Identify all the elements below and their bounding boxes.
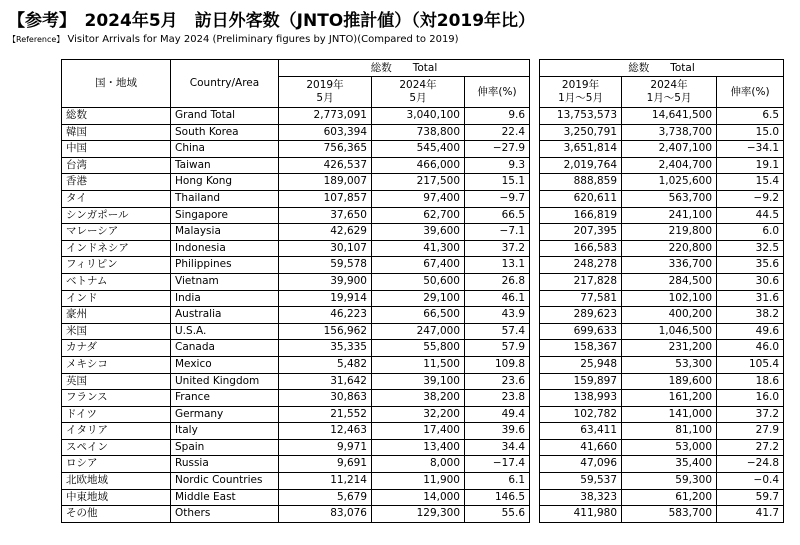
cell-country-en: France — [171, 390, 279, 407]
header-country-en: Country/Area — [171, 60, 279, 108]
cell-month-growth: 39.6 — [465, 423, 530, 440]
cell-gap — [530, 290, 540, 307]
cell-month-2019: 5,679 — [279, 489, 372, 506]
cell-region-jp: 総数 — [62, 108, 171, 125]
cell-region-jp: タイ — [62, 190, 171, 207]
table-row — [62, 323, 784, 340]
cell-country-en: Indonesia — [171, 240, 279, 257]
cell-region-jp: 中東地域 — [62, 489, 171, 506]
cell-month-2024: 39,100 — [372, 373, 465, 390]
cell-month-2019: 39,900 — [279, 273, 372, 290]
cell-month-2019: 21,552 — [279, 406, 372, 423]
cell-month-2019: 107,857 — [279, 190, 372, 207]
cell-ytd-2019: 41,660 — [540, 439, 622, 456]
cell-ytd-growth: 59.7 — [717, 489, 784, 506]
cell-gap — [530, 373, 540, 390]
header-ytd-2024: 2024年 1月～5月 — [622, 77, 717, 108]
cell-month-growth: 34.4 — [465, 439, 530, 456]
cell-region-jp: カナダ — [62, 340, 171, 357]
cell-ytd-growth: 27.9 — [717, 423, 784, 440]
cell-region-jp: フランス — [62, 390, 171, 407]
table-row — [62, 157, 784, 174]
cell-month-growth: 9.3 — [465, 157, 530, 174]
visitor-arrivals-table — [61, 59, 784, 523]
cell-ytd-2024: 161,200 — [622, 390, 717, 407]
header-row-group — [62, 60, 784, 77]
cell-month-2024: 41,300 — [372, 240, 465, 257]
column-gap — [530, 60, 540, 108]
cell-month-growth: −27.9 — [465, 141, 530, 158]
table-body — [62, 108, 784, 523]
cell-ytd-growth: 19.1 — [717, 157, 784, 174]
cell-month-2024: 14,000 — [372, 489, 465, 506]
cell-ytd-2019: 47,096 — [540, 456, 622, 473]
cell-gap — [530, 356, 540, 373]
table-row — [62, 141, 784, 158]
header-month-2019: 2019年 5月 — [279, 77, 372, 108]
cell-ytd-growth: 49.6 — [717, 323, 784, 340]
cell-month-growth: −17.4 — [465, 456, 530, 473]
cell-month-2024: 66,500 — [372, 307, 465, 324]
cell-gap — [530, 190, 540, 207]
cell-ytd-2024: 141,000 — [622, 406, 717, 423]
table-row — [62, 356, 784, 373]
cell-ytd-2019: 166,583 — [540, 240, 622, 257]
cell-month-growth: 55.6 — [465, 506, 530, 523]
cell-ytd-growth: −34.1 — [717, 141, 784, 158]
header-ytd-growth: 伸率(%) — [717, 77, 784, 108]
cell-region-jp: シンガポール — [62, 207, 171, 224]
cell-month-2024: 39,600 — [372, 224, 465, 241]
table-row — [62, 240, 784, 257]
cell-month-2019: 31,642 — [279, 373, 372, 390]
cell-month-2024: 129,300 — [372, 506, 465, 523]
cell-gap — [530, 340, 540, 357]
cell-ytd-2019: 2,019,764 — [540, 157, 622, 174]
cell-ytd-growth: 38.2 — [717, 307, 784, 324]
cell-country-en: United Kingdom — [171, 373, 279, 390]
cell-ytd-2024: 189,600 — [622, 373, 717, 390]
cell-gap — [530, 257, 540, 274]
cell-country-en: Mexico — [171, 356, 279, 373]
cell-ytd-growth: 27.2 — [717, 439, 784, 456]
table-row — [62, 108, 784, 125]
cell-country-en: Canada — [171, 340, 279, 357]
cell-ytd-2024: 35,400 — [622, 456, 717, 473]
cell-gap — [530, 406, 540, 423]
table-row — [62, 290, 784, 307]
cell-month-2019: 2,773,091 — [279, 108, 372, 125]
cell-ytd-2019: 248,278 — [540, 257, 622, 274]
table-row — [62, 506, 784, 523]
cell-gap — [530, 439, 540, 456]
cell-ytd-growth: −9.2 — [717, 190, 784, 207]
cell-month-growth: 26.8 — [465, 273, 530, 290]
cell-month-2024: 13,400 — [372, 439, 465, 456]
cell-month-2019: 156,962 — [279, 323, 372, 340]
cell-ytd-2024: 400,200 — [622, 307, 717, 324]
cell-ytd-growth: 16.0 — [717, 390, 784, 407]
cell-month-2019: 11,214 — [279, 473, 372, 490]
table-row — [62, 257, 784, 274]
page-subtitle — [8, 34, 459, 45]
cell-ytd-growth: 46.0 — [717, 340, 784, 357]
cell-ytd-growth: 15.4 — [717, 174, 784, 191]
cell-month-2024: 29,100 — [372, 290, 465, 307]
cell-ytd-growth: 35.6 — [717, 257, 784, 274]
cell-region-jp: その他 — [62, 506, 171, 523]
cell-month-growth: 49.4 — [465, 406, 530, 423]
table-row — [62, 273, 784, 290]
cell-month-growth: 46.1 — [465, 290, 530, 307]
cell-ytd-2024: 61,200 — [622, 489, 717, 506]
table-row — [62, 124, 784, 141]
cell-month-2024: 545,400 — [372, 141, 465, 158]
cell-month-2019: 37,650 — [279, 207, 372, 224]
header-month-total: 総数 Total — [279, 60, 530, 77]
cell-ytd-growth: 30.6 — [717, 273, 784, 290]
cell-gap — [530, 423, 540, 440]
cell-month-2019: 603,394 — [279, 124, 372, 141]
cell-month-2024: 11,500 — [372, 356, 465, 373]
cell-region-jp: 韓国 — [62, 124, 171, 141]
cell-gap — [530, 157, 540, 174]
cell-ytd-2019: 207,395 — [540, 224, 622, 241]
cell-month-2024: 67,400 — [372, 257, 465, 274]
cell-region-jp: 香港 — [62, 174, 171, 191]
table-row — [62, 489, 784, 506]
cell-month-growth: 23.8 — [465, 390, 530, 407]
cell-ytd-2019: 699,633 — [540, 323, 622, 340]
cell-region-jp: 北欧地域 — [62, 473, 171, 490]
table-row — [62, 373, 784, 390]
cell-ytd-growth: 6.0 — [717, 224, 784, 241]
cell-month-2019: 9,971 — [279, 439, 372, 456]
cell-region-jp: スペイン — [62, 439, 171, 456]
cell-gap — [530, 124, 540, 141]
header-month-2024: 2024年 5月 — [372, 77, 465, 108]
cell-month-2024: 247,000 — [372, 323, 465, 340]
table-row — [62, 224, 784, 241]
cell-month-growth: 22.4 — [465, 124, 530, 141]
cell-ytd-growth: 105.4 — [717, 356, 784, 373]
cell-ytd-2019: 13,753,573 — [540, 108, 622, 125]
cell-month-growth: 23.6 — [465, 373, 530, 390]
cell-ytd-2019: 77,581 — [540, 290, 622, 307]
cell-month-2019: 35,335 — [279, 340, 372, 357]
cell-ytd-2024: 53,000 — [622, 439, 717, 456]
cell-gap — [530, 240, 540, 257]
cell-ytd-2024: 102,100 — [622, 290, 717, 307]
cell-ytd-2019: 3,250,791 — [540, 124, 622, 141]
table-row — [62, 390, 784, 407]
cell-month-2019: 83,076 — [279, 506, 372, 523]
cell-month-2024: 32,200 — [372, 406, 465, 423]
cell-month-2019: 30,107 — [279, 240, 372, 257]
cell-month-2024: 62,700 — [372, 207, 465, 224]
cell-month-2024: 17,400 — [372, 423, 465, 440]
cell-country-en: Taiwan — [171, 157, 279, 174]
cell-month-2024: 8,000 — [372, 456, 465, 473]
cell-month-2019: 46,223 — [279, 307, 372, 324]
table-row — [62, 174, 784, 191]
table-row — [62, 207, 784, 224]
cell-month-2024: 11,900 — [372, 473, 465, 490]
cell-month-2019: 9,691 — [279, 456, 372, 473]
cell-month-growth: −9.7 — [465, 190, 530, 207]
cell-ytd-growth: 6.5 — [717, 108, 784, 125]
cell-month-growth: 15.1 — [465, 174, 530, 191]
cell-ytd-2019: 888,859 — [540, 174, 622, 191]
cell-ytd-2019: 620,611 — [540, 190, 622, 207]
table-row — [62, 340, 784, 357]
cell-ytd-2024: 583,700 — [622, 506, 717, 523]
cell-ytd-growth: 41.7 — [717, 506, 784, 523]
cell-region-jp: マレーシア — [62, 224, 171, 241]
cell-month-growth: −7.1 — [465, 224, 530, 241]
cell-region-jp: 豪州 — [62, 307, 171, 324]
cell-month-2019: 756,365 — [279, 141, 372, 158]
subtitle-text: Visitor Arrivals for May 2024 (Preliminary figures by JNTO)(Compared to 2019) — [67, 34, 459, 45]
cell-region-jp: 英国 — [62, 373, 171, 390]
cell-region-jp: インド — [62, 290, 171, 307]
cell-month-2024: 466,000 — [372, 157, 465, 174]
cell-country-en: Malaysia — [171, 224, 279, 241]
cell-ytd-2019: 166,819 — [540, 207, 622, 224]
cell-ytd-2024: 14,641,500 — [622, 108, 717, 125]
cell-ytd-2019: 411,980 — [540, 506, 622, 523]
header-region-jp: 国・地域 — [62, 60, 171, 108]
cell-month-growth: 57.4 — [465, 323, 530, 340]
cell-ytd-2019: 63,411 — [540, 423, 622, 440]
cell-month-2019: 30,863 — [279, 390, 372, 407]
cell-gap — [530, 224, 540, 241]
cell-country-en: China — [171, 141, 279, 158]
table-row — [62, 307, 784, 324]
cell-month-growth: 66.5 — [465, 207, 530, 224]
cell-month-2019: 12,463 — [279, 423, 372, 440]
cell-country-en: Australia — [171, 307, 279, 324]
cell-ytd-2019: 59,537 — [540, 473, 622, 490]
cell-ytd-2024: 284,500 — [622, 273, 717, 290]
cell-month-growth: 13.1 — [465, 257, 530, 274]
cell-region-jp: ドイツ — [62, 406, 171, 423]
cell-ytd-2024: 220,800 — [622, 240, 717, 257]
cell-month-2024: 38,200 — [372, 390, 465, 407]
cell-region-jp: フィリピン — [62, 257, 171, 274]
cell-ytd-2024: 336,700 — [622, 257, 717, 274]
cell-country-en: Germany — [171, 406, 279, 423]
cell-gap — [530, 108, 540, 125]
cell-region-jp: インドネシア — [62, 240, 171, 257]
cell-gap — [530, 390, 540, 407]
cell-country-en: Thailand — [171, 190, 279, 207]
cell-month-2019: 5,482 — [279, 356, 372, 373]
cell-region-jp: ロシア — [62, 456, 171, 473]
cell-month-2024: 50,600 — [372, 273, 465, 290]
cell-country-en: Others — [171, 506, 279, 523]
cell-ytd-2024: 1,046,500 — [622, 323, 717, 340]
cell-month-2019: 59,578 — [279, 257, 372, 274]
cell-gap — [530, 323, 540, 340]
cell-gap — [530, 489, 540, 506]
cell-region-jp: 台湾 — [62, 157, 171, 174]
cell-gap — [530, 473, 540, 490]
cell-month-growth: 6.1 — [465, 473, 530, 490]
cell-ytd-2024: 81,100 — [622, 423, 717, 440]
cell-ytd-growth: 31.6 — [717, 290, 784, 307]
cell-ytd-2024: 231,200 — [622, 340, 717, 357]
cell-country-en: South Korea — [171, 124, 279, 141]
cell-country-en: Grand Total — [171, 108, 279, 125]
cell-country-en: India — [171, 290, 279, 307]
cell-country-en: Singapore — [171, 207, 279, 224]
cell-ytd-growth: 18.6 — [717, 373, 784, 390]
cell-country-en: U.S.A. — [171, 323, 279, 340]
cell-ytd-growth: −24.8 — [717, 456, 784, 473]
cell-ytd-growth: 44.5 — [717, 207, 784, 224]
cell-month-growth: 9.6 — [465, 108, 530, 125]
cell-ytd-2024: 219,800 — [622, 224, 717, 241]
table-row — [62, 456, 784, 473]
cell-month-2024: 3,040,100 — [372, 108, 465, 125]
cell-month-2024: 217,500 — [372, 174, 465, 191]
cell-ytd-2019: 138,993 — [540, 390, 622, 407]
table-row — [62, 423, 784, 440]
cell-gap — [530, 456, 540, 473]
cell-country-en: Philippines — [171, 257, 279, 274]
cell-gap — [530, 207, 540, 224]
cell-ytd-growth: −0.4 — [717, 473, 784, 490]
cell-country-en: Spain — [171, 439, 279, 456]
cell-ytd-2019: 159,897 — [540, 373, 622, 390]
cell-region-jp: ベトナム — [62, 273, 171, 290]
cell-month-growth: 109.8 — [465, 356, 530, 373]
cell-ytd-2024: 2,407,100 — [622, 141, 717, 158]
cell-country-en: Hong Kong — [171, 174, 279, 191]
cell-ytd-2024: 2,404,700 — [622, 157, 717, 174]
cell-ytd-2019: 289,623 — [540, 307, 622, 324]
cell-country-en: Vietnam — [171, 273, 279, 290]
cell-gap — [530, 174, 540, 191]
table-row — [62, 406, 784, 423]
cell-ytd-2024: 563,700 — [622, 190, 717, 207]
cell-country-en: Nordic Countries — [171, 473, 279, 490]
cell-ytd-2019: 102,782 — [540, 406, 622, 423]
cell-country-en: Middle East — [171, 489, 279, 506]
cell-ytd-2019: 217,828 — [540, 273, 622, 290]
cell-region-jp: 中国 — [62, 141, 171, 158]
cell-month-growth: 146.5 — [465, 489, 530, 506]
cell-month-2024: 55,800 — [372, 340, 465, 357]
cell-gap — [530, 273, 540, 290]
cell-ytd-growth: 37.2 — [717, 406, 784, 423]
header-month-growth: 伸率(%) — [465, 77, 530, 108]
cell-month-2019: 42,629 — [279, 224, 372, 241]
cell-ytd-2024: 3,738,700 — [622, 124, 717, 141]
cell-month-growth: 43.9 — [465, 307, 530, 324]
page-title: 【参考】 2024年5月 訪日外客数（JNTO推計値）（対2019年比） — [8, 11, 536, 31]
cell-ytd-2024: 53,300 — [622, 356, 717, 373]
cell-month-growth: 57.9 — [465, 340, 530, 357]
cell-ytd-2019: 38,323 — [540, 489, 622, 506]
cell-month-2019: 426,537 — [279, 157, 372, 174]
cell-ytd-2019: 25,948 — [540, 356, 622, 373]
cell-month-2019: 19,914 — [279, 290, 372, 307]
cell-country-en: Italy — [171, 423, 279, 440]
cell-ytd-2019: 3,651,814 — [540, 141, 622, 158]
subtitle-reference: 【Reference】 — [8, 35, 65, 44]
cell-country-en: Russia — [171, 456, 279, 473]
cell-ytd-2024: 241,100 — [622, 207, 717, 224]
table-row — [62, 439, 784, 456]
cell-gap — [530, 141, 540, 158]
table-row — [62, 473, 784, 490]
cell-gap — [530, 506, 540, 523]
cell-month-2019: 189,007 — [279, 174, 372, 191]
cell-ytd-2024: 59,300 — [622, 473, 717, 490]
cell-month-2024: 738,800 — [372, 124, 465, 141]
cell-month-2024: 97,400 — [372, 190, 465, 207]
header-ytd-2019: 2019年 1月～5月 — [540, 77, 622, 108]
cell-ytd-2019: 158,367 — [540, 340, 622, 357]
table-row — [62, 190, 784, 207]
cell-region-jp: イタリア — [62, 423, 171, 440]
cell-ytd-growth: 15.0 — [717, 124, 784, 141]
cell-region-jp: メキシコ — [62, 356, 171, 373]
cell-month-growth: 37.2 — [465, 240, 530, 257]
header-ytd-total: 総数 Total — [540, 60, 784, 77]
cell-ytd-2024: 1,025,600 — [622, 174, 717, 191]
cell-ytd-growth: 32.5 — [717, 240, 784, 257]
cell-gap — [530, 307, 540, 324]
cell-region-jp: 米国 — [62, 323, 171, 340]
